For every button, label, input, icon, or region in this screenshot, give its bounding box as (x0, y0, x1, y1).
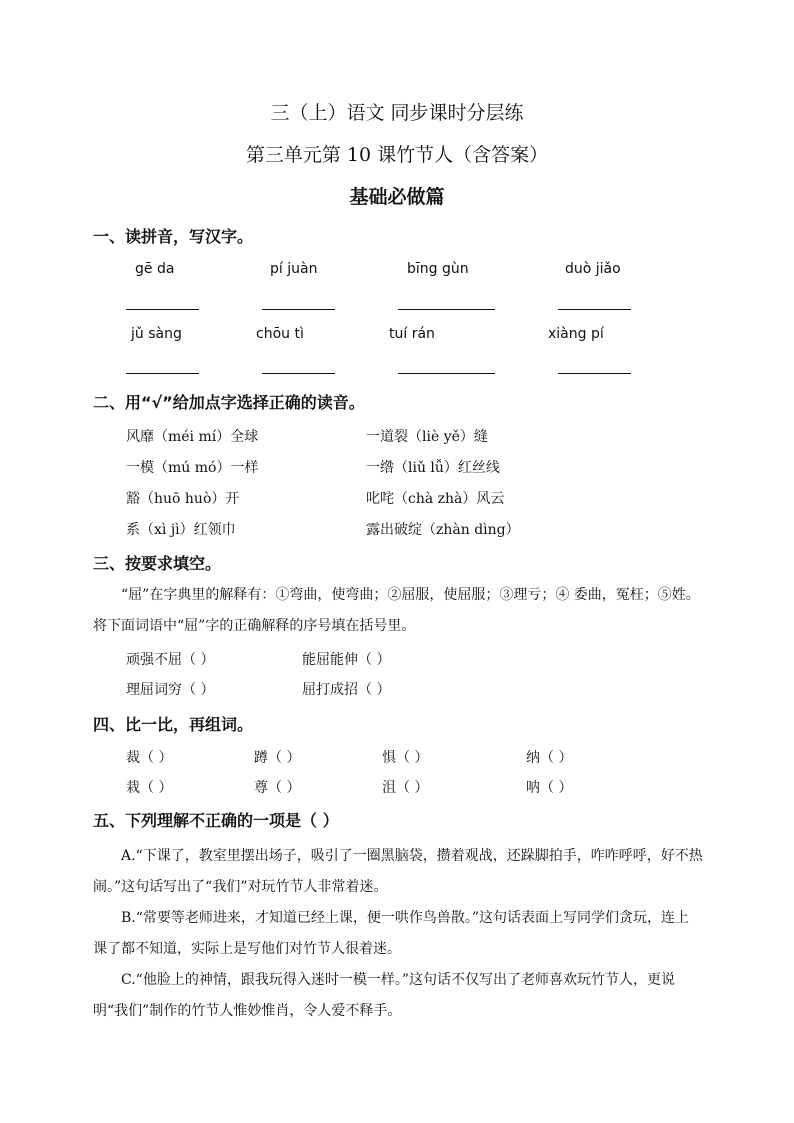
word-item[interactable]: 蹲（ ） (254, 750, 301, 766)
word-item[interactable]: 尊（ ） (254, 780, 301, 796)
reading-item: 一道裂（liè yě）缝 (366, 429, 488, 445)
reading-item: 一模（mú mó）一样 (126, 460, 259, 476)
q1-heading: 一、读拼音，写汉字。 (93, 227, 254, 246)
reading-item: 风靡（méi mí）全球 (126, 429, 259, 445)
fill-item[interactable]: 能屈能伸（ ） (302, 652, 391, 668)
q2-heading: 二、用“√”给加点字选择正确的读音。 (93, 393, 365, 412)
pinyin-8: xiàng pí (548, 326, 604, 342)
answer-line[interactable] (126, 309, 199, 310)
pinyin-4: duò jiǎo (565, 261, 621, 277)
q3-heading: 三、按要求填空。 (93, 554, 222, 573)
answer-line[interactable] (262, 309, 335, 310)
pinyin-5: jǔ sàng (131, 326, 182, 342)
pinyin-1: gē da (135, 261, 175, 277)
word-item[interactable]: 惧（ ） (382, 750, 429, 766)
answer-line[interactable] (398, 373, 495, 374)
reading-item: 叱咤（chà zhà）风云 (366, 491, 505, 507)
answer-line[interactable] (126, 373, 199, 374)
reading-item: 一绺（liǔ lǚ）红丝线 (366, 460, 500, 476)
answer-line[interactable] (558, 373, 631, 374)
page-title: 三（上）语文 同步课时分层练 (270, 102, 524, 124)
option-c[interactable]: C.“他脸上的神情，跟我玩得入迷时一模一样。”这句话不仅写出了老师喜欢玩竹节人，更说明“我们”制作的竹节人惟妙惟肖，令人爱不释手。 (93, 972, 675, 1019)
answer-line[interactable] (558, 309, 631, 310)
word-item[interactable]: 裁（ ） (126, 750, 173, 766)
q4-heading: 四、比一比，再组词。 (93, 715, 254, 734)
word-item[interactable]: 栽（ ） (126, 780, 173, 796)
reading-item: 系（xì jì）红领巾 (126, 522, 236, 538)
option-b[interactable]: B.“常要等老师进来，才知道已经上课，便一哄作鸟兽散。”这句话表面上写同学们贪玩，连上课了都不知道，实际上是写他们对竹节人很着迷。 (93, 910, 690, 957)
pinyin-7: tuí rán (389, 326, 435, 342)
word-item[interactable]: 沮（ ） (382, 780, 429, 796)
q3-paragraph: “屈”在字典里的解释有：①弯曲，使弯曲；②屈服，使屈服；③理亏；④ 委曲，冤枉；⑤姓。将下面词语中“屈”字的正确解释的序号填在括号里。 (93, 587, 700, 634)
pinyin-3: bīng gùn (407, 261, 469, 277)
word-item[interactable]: 呐（ ） (526, 780, 573, 796)
reading-item: 露出破绽（zhàn dìng） (366, 522, 520, 538)
fill-item[interactable]: 屈打成招（ ） (302, 682, 391, 698)
reading-item: 豁（huō huò）开 (126, 491, 240, 507)
fill-item[interactable]: 理屈词穷（ ） (126, 682, 215, 698)
pinyin-2: pí juàn (270, 261, 318, 277)
answer-line[interactable] (262, 373, 335, 374)
pinyin-6: chōu tì (256, 326, 304, 342)
page-subtitle: 第三单元第 10 课竹节人（含答案） (245, 144, 549, 166)
word-item[interactable]: 纳（ ） (526, 750, 573, 766)
level-heading: 基础必做篇 (349, 186, 445, 208)
fill-item[interactable]: 顽强不屈（ ） (126, 652, 215, 668)
q5-heading: 五、下列理解不正确的一项是（ ） (93, 811, 339, 830)
answer-line[interactable] (398, 309, 495, 310)
option-a[interactable]: A.“下课了，教室里摆出场子，吸引了一圈黑脑袋，攒着观战，还跺脚拍手，咋咋呼呼，好不热闹。”这句话写出了“我们”对玩竹节人非常着迷。 (93, 848, 703, 895)
